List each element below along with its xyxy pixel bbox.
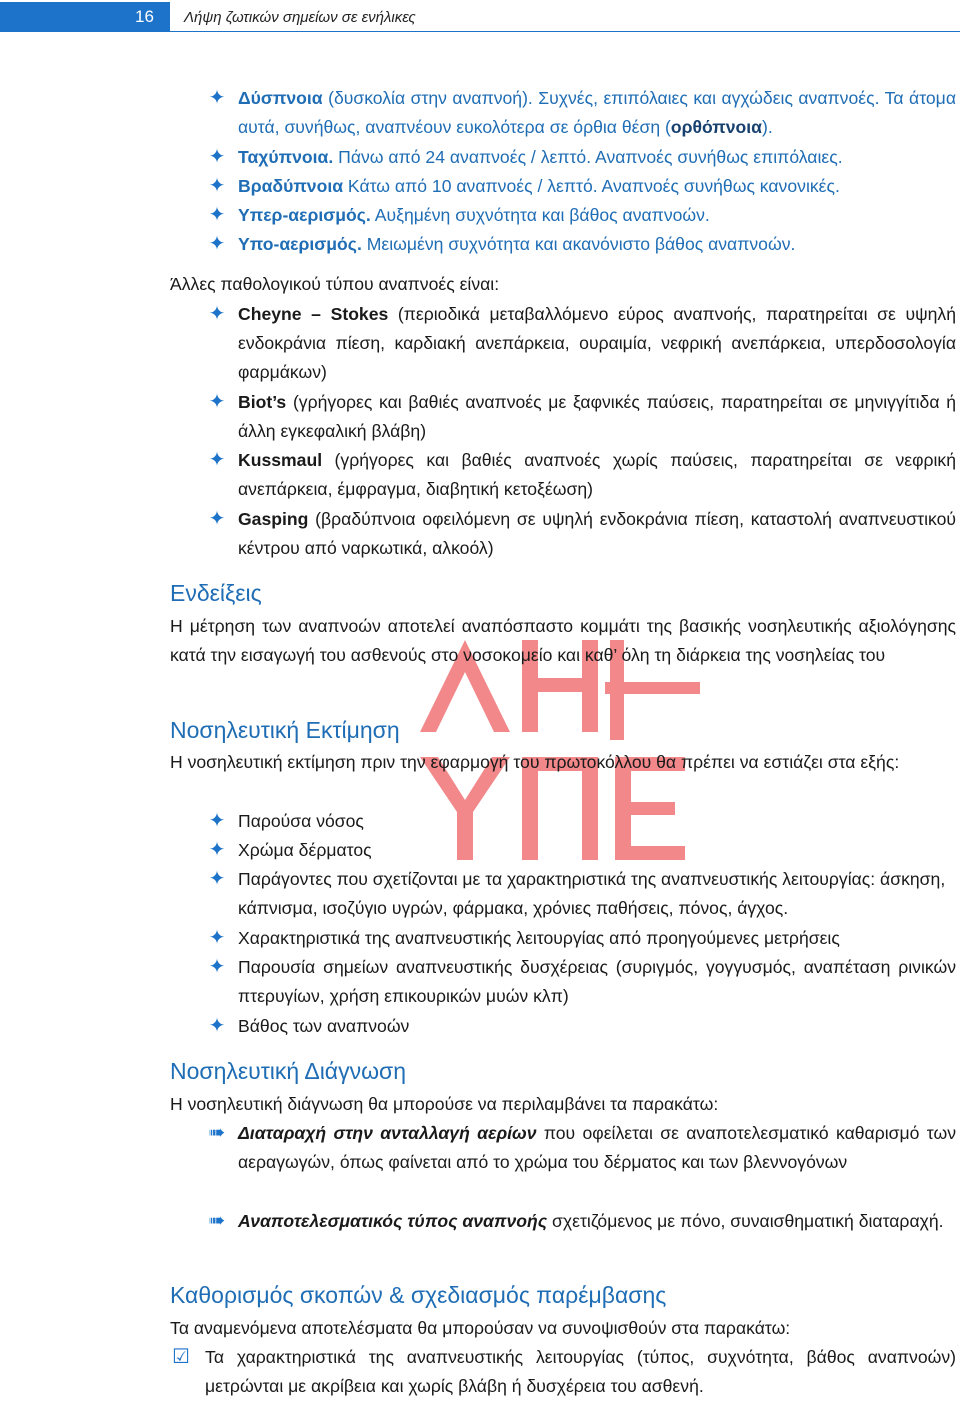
bullet-icon: ✦ [208, 204, 226, 226]
arrow-icon: ➠ [208, 1210, 226, 1232]
arrow-icon: ➠ [208, 1122, 226, 1144]
bullet-icon: ✦ [208, 956, 226, 978]
bullet-icon: ✦ [208, 233, 226, 255]
list-item: Ταχύπνοια. Πάνω από 24 αναπνοές / λεπτό. Αναπνοές συνήθως επιπόλαιες. [238, 147, 843, 167]
bullet-icon: ✦ [208, 839, 226, 861]
list-item: Διαταραχή στην ανταλλαγή αερίων που οφείλεται σε αναποτελεσματικό καθαρισμό των αεραγωγών, όπως φαίνεται από το χρώμα του δέρματος και των βλεννογόνων [238, 1123, 956, 1173]
list-item: Τα χαρακτηριστικά της αναπνευστικής λειτουργίας (τύπος, συχνότητα, βάθος αναπνοών) μετρώνται με ακρίβεια και χωρίς βλάβη ή δυσχέρεια του ασθενή. [205, 1347, 956, 1397]
list-item: Kussmaul (γρήγορες και βαθιές αναπνοές χωρίς παύσεις, παρατηρείται σε νεφρική ανεπάρκεια, έμφραγμα, διαβητική κετοξέωση) [238, 450, 956, 500]
section-heading: Νοσηλευτική Εκτίμηση [170, 717, 400, 743]
list-item: Υπερ-αερισμός. Αυξημένη συχνότητα και βάθος αναπνοών. [238, 205, 710, 225]
paragraph: Άλλες παθολογικού τύπου αναπνοές είναι: [170, 274, 500, 294]
bullet-icon: ✦ [208, 1015, 226, 1037]
section-heading: Καθορισμός σκοπών & σχεδιασμός παρέμβασης [170, 1282, 667, 1308]
list-item: Βραδύπνοια Κάτω από 10 αναπνοές / λεπτό. Αναπνοές συνήθως κανονικές. [238, 176, 840, 196]
bullet-icon: ✦ [208, 508, 226, 530]
bullet-icon: ✦ [208, 146, 226, 168]
list-item: Χρώμα δέρματος [238, 840, 372, 860]
paragraph: Η νοσηλευτική εκτίμηση πριν την εφαρμογή του πρωτοκόλλου θα πρέπει να εστιάζει στα εξής: [170, 752, 900, 772]
running-title: Λήψη ζωτικών σημείων σε ενήλικες [184, 9, 416, 26]
paragraph: Τα αναμενόμενα αποτελέσματα θα μπορούσαν να συνοψισθούν στα παρακάτω: [170, 1318, 791, 1338]
list-item: Χαρακτηριστικά της αναπνευστικής λειτουργίας από προηγούμενες μετρήσεις [238, 928, 840, 948]
bullet-icon: ✦ [208, 175, 226, 197]
list-item: Αναποτελεσματικός τύπος αναπνοής σχετιζόμενος με πόνο, συναισθηματική διαταραχή. [238, 1211, 944, 1231]
list-item: Παρούσα νόσος [238, 811, 364, 831]
list-item: Δύσπνοια (δυσκολία στην αναπνοή). Συχνές, επιπόλαιες και αγχώδεις αναπνοές. Τα άτομα αυτά, συνήθως, αναπνέουν ευκολότερα σε όρθια θέση (ορθόπνοια). [238, 88, 956, 138]
section-heading: Ενδείξεις [170, 580, 262, 606]
bullet-icon: ✦ [208, 303, 226, 325]
list-item: Biot’s (γρήγορες και βαθιές αναπνοές με ξαφνικές παύσεις, παρατηρείται σε μηνιγγίτιδα ή άλλη εγκεφαλική βλάβη) [238, 392, 956, 442]
page-number: 16 [135, 7, 154, 26]
paragraph: Η νοσηλευτική διάγνωση θα μπορούσε να περιλαμβάνει τα παρακάτω: [170, 1094, 719, 1114]
checkbox-icon: ☑ [172, 1346, 190, 1368]
list-item: Cheyne – Stokes (περιοδικά μεταβαλλόμενο εύρος αναπνοής, παρατηρείται σε υψηλή ενδοκράνια πίεση, καρδιακή ανεπάρκεια, ουραιμία, νεφρική ανεπάρκεια, υπερδοσολογία φαρμάκων) [238, 304, 957, 383]
list-item: Βάθος των αναπνοών [238, 1016, 410, 1036]
paragraph: Η μέτρηση των αναπνοών αποτελεί αναπόσπαστο κομμάτι της βασικής νοσηλευτικής αξιολόγησης κατά την εισαγωγή του ασθενούς στο νοσοκομείο και καθ’ όλη τη διάρκεια της νοσηλείας του [170, 616, 956, 666]
list-item: Υπο-αερισμός. Μειωμένη συχνότητα και ακανόνιστο βάθος αναπνοών. [238, 234, 796, 254]
list-item: Gasping (βραδύπνοια οφειλόμενη σε υψηλή ενδοκράνια πίεση, καταστολή αναπνευστικού κέντρου από ναρκωτικά, αλκοόλ) [238, 509, 956, 559]
bullet-icon: ✦ [208, 810, 226, 832]
bullet-icon: ✦ [208, 391, 226, 413]
bullet-icon: ✦ [208, 449, 226, 471]
list-item: Παράγοντες που σχετίζονται με τα χαρακτηριστικά της αναπνευστικής λειτουργίας: άσκηση, κάπνισμα, ισοζύγιο υγρών, φάρμακα, χρόνιες παθήσεις, πόνος, άγχος. [238, 869, 946, 919]
bullet-icon: ✦ [208, 87, 226, 109]
bullet-icon: ✦ [208, 927, 226, 949]
bullet-icon: ✦ [208, 868, 226, 890]
list-item: Παρουσία σημείων αναπνευστικής δυσχέρειας (συριγμός, γογγυσμός, αναπέταση ρινικών πτερυγίων, χρήση επικουρικών μυών κλπ) [238, 957, 956, 1007]
section-heading: Νοσηλευτική Διάγνωση [170, 1058, 407, 1084]
